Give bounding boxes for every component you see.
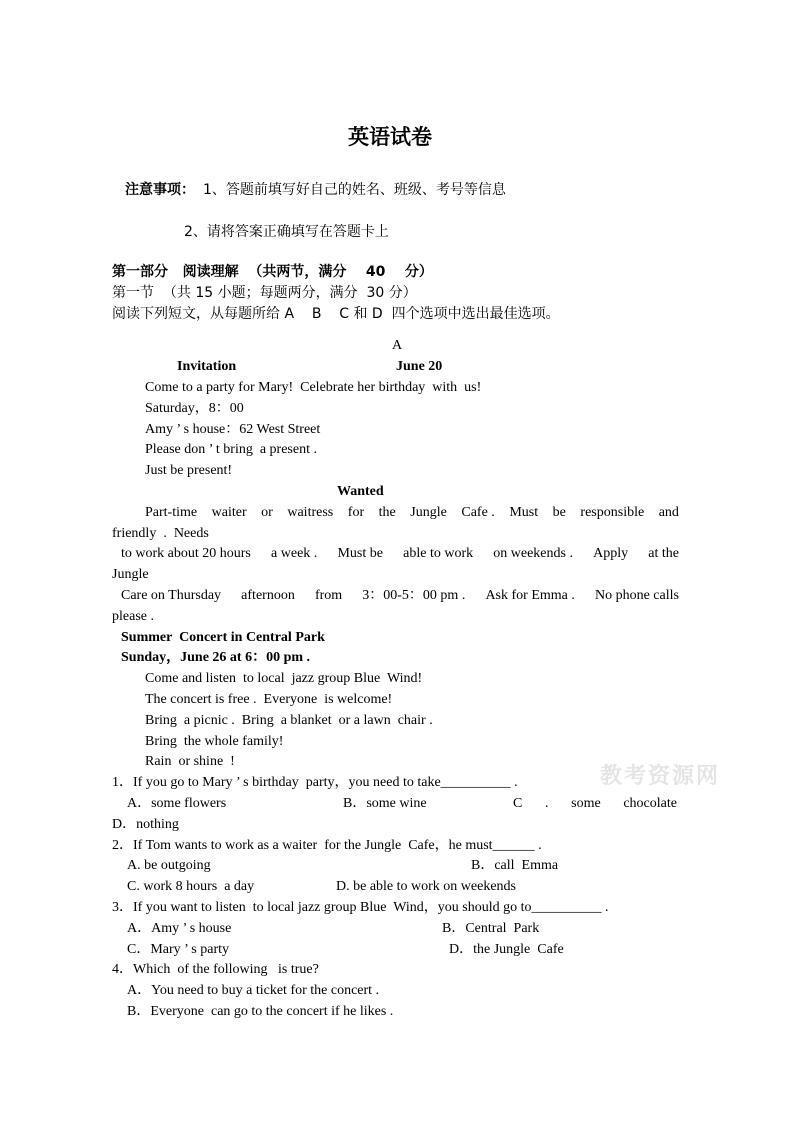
concert-line: Come and listen to local jazz group Blue Wind! (145, 671, 423, 686)
question-4-option-a: A．You need to buy a ticket for the concert . (127, 983, 380, 998)
question-2-option-a: A. be outgoing (127, 858, 211, 873)
word: the (378, 505, 396, 520)
word: 3：00-5：00 pm . (362, 588, 466, 603)
question-1-option-b: B．some wine (343, 796, 427, 811)
watermark: 教考资源网 (600, 764, 721, 789)
word: responsible (580, 505, 645, 520)
wanted-heading: Wanted (337, 484, 384, 499)
word: to work about 20 hours (121, 546, 251, 561)
concert-heading: Summer Concert in Central Park (121, 630, 325, 645)
invitation-line: Please don ’ t bring a present . (145, 442, 317, 457)
question-1-stem: 1．If you go to Mary ’ s birthday party，you need to take__________ . (112, 775, 518, 790)
word: or (261, 505, 273, 520)
word: at the (648, 546, 679, 561)
word: Care on Thursday (121, 588, 222, 603)
word: Apply (593, 546, 629, 561)
passage-label: A (392, 338, 403, 353)
concert-line: Bring the whole family! (145, 734, 284, 749)
question-3-option-c: C．Mary ’ s party (127, 942, 229, 957)
question-1-option-c (513, 797, 677, 811)
word: able to work (403, 546, 474, 561)
word: afternoon (241, 588, 295, 603)
word: . (544, 796, 549, 811)
invitation-heading: Invitation (177, 359, 237, 374)
invitation-date: June 20 (396, 359, 443, 374)
question-2-stem: 2．If Tom wants to work as a waiter for the Jungle Cafe，he must______ . (112, 838, 542, 853)
section1-heading: 第一节 （共 15 小题；每题两分，满分 30 分） (112, 285, 417, 301)
word: Ask for Emma . (485, 588, 575, 603)
invitation-line: Come to a party for Mary! Celebrate her birthday with us! (145, 380, 482, 395)
wanted-line-5 (121, 589, 679, 603)
section1-instruction: 阅读下列短文，从每题所给 A B C 和 D 四个选项中选出最佳选项。 (112, 306, 560, 322)
wanted-line-1 (145, 506, 679, 520)
word: waiter (211, 505, 247, 520)
word: Jungle (410, 505, 447, 520)
exam-title: 英语试卷 (348, 125, 432, 149)
question-3-option-b: B．Central Park (442, 921, 540, 936)
word: chocolate (623, 796, 677, 811)
question-3-stem: 3．If you want to listen to local jazz group Blue Wind，you should go to__________ . (112, 900, 609, 915)
word: for (347, 505, 365, 520)
word: Must be (337, 546, 383, 561)
notice-item-2: 2、请将答案正确填写在答题卡上 (184, 224, 389, 240)
invitation-line: Saturday，8：00 (145, 401, 244, 416)
word: Part-time (145, 505, 198, 520)
invitation-line: Amy ’ s house：62 West Street (145, 422, 321, 437)
wanted-line-6: please . (112, 609, 154, 624)
word: Must (509, 505, 539, 520)
word: waitress (287, 505, 334, 520)
concert-date: Sunday，June 26 at 6：00 pm . (121, 650, 311, 665)
part1-heading: 第一部分 阅读理解 （共两节，满分 40 分） (112, 264, 433, 280)
word: a week . (271, 546, 318, 561)
question-2-option-c: C. work 8 hours a day (127, 879, 255, 894)
notice-item-1: 1、答题前填写好自己的姓名、班级、考号等信息 (203, 182, 506, 198)
question-2-option-b: B．call Emma (471, 858, 559, 873)
word: Cafe . (461, 505, 495, 520)
word: on weekends . (493, 546, 573, 561)
word: C (513, 796, 523, 811)
question-4-option-b: B．Everyone can go to the concert if he likes . (127, 1004, 394, 1019)
question-2-option-d: D. be able to work on weekends (336, 879, 517, 894)
wanted-line-3 (121, 547, 679, 561)
question-1-option-a: A．some flowers (127, 796, 227, 811)
word: and (658, 505, 679, 520)
question-3-option-d: D．the Jungle Cafe (449, 942, 564, 957)
invitation-line: Just be present! (145, 463, 233, 478)
wanted-line-2: friendly . Needs (112, 526, 209, 541)
word: be (552, 505, 566, 520)
word: No phone calls (594, 588, 679, 603)
concert-line: Bring a picnic . Bring a blanket or a lawn chair . (145, 713, 433, 728)
question-1-option-d: D．nothing (112, 817, 179, 832)
word: from (314, 588, 343, 603)
question-3-option-a: A．Amy ’ s house (127, 921, 232, 936)
question-4-stem: 4．Which of the following is true? (112, 962, 319, 977)
concert-line: The concert is free . Everyone is welcome! (145, 692, 393, 707)
notice-label: 注意事项： (125, 182, 195, 198)
concert-line: Rain or shine ! (145, 754, 235, 769)
wanted-line-4: Jungle (112, 567, 149, 582)
word: some (571, 796, 601, 811)
